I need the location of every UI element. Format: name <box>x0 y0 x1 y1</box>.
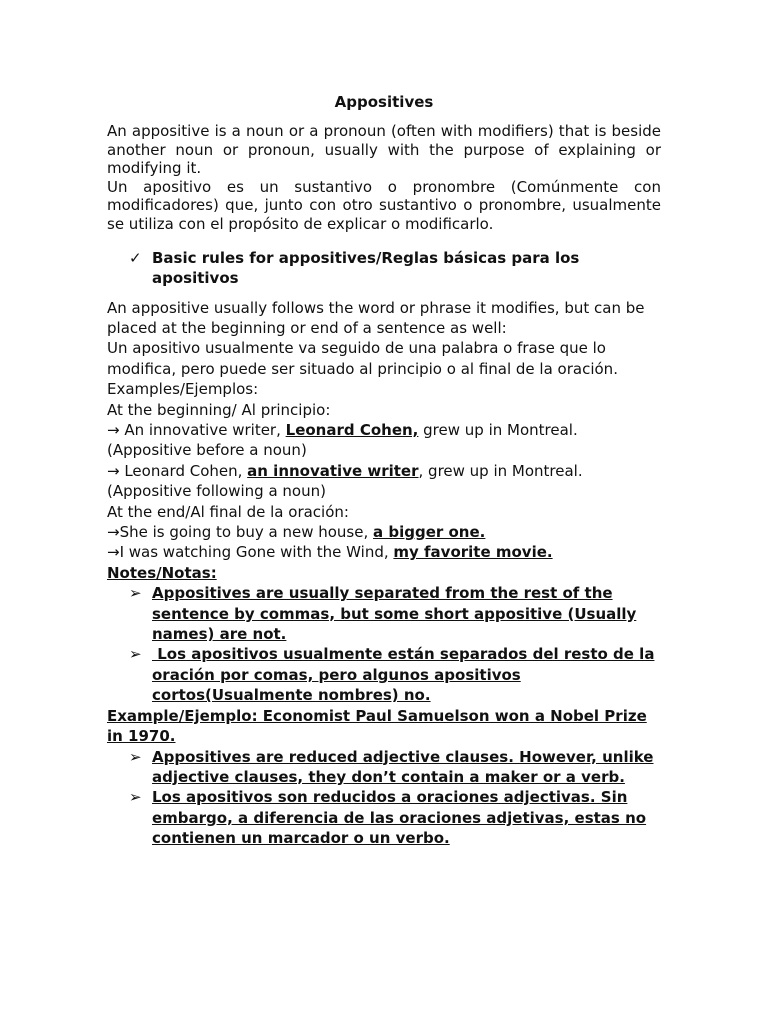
intro-es-line: Un apositivo es un sustantivo o pronombre (Comúnmente con <box>107 177 661 196</box>
body-line: modifica, pero puede ser situado al principio o al final de la oración. <box>107 359 618 378</box>
note-line: embargo, a diferencia de las oraciones adjetivas, estas no <box>152 808 647 827</box>
appositive-highlight: Leonard Cohen, <box>285 421 419 439</box>
example-text: grew up in Montreal. <box>418 421 578 439</box>
body-line: placed at the beginning or end of a sentence as well: <box>107 318 507 337</box>
rules-heading-line: Basic rules for appositives/Reglas básicas para los <box>152 248 580 267</box>
example-line <box>107 461 661 481</box>
body-line: Un apositivo usualmente va seguido de una palabra o frase que lo <box>107 339 606 358</box>
example-text: →She is going to buy a new house, <box>107 523 374 542</box>
intro-spanish <box>107 178 661 234</box>
body-line: Examples/Ejemplos: <box>107 380 259 399</box>
page-title: Appositives <box>334 93 434 111</box>
body-line: (Appositive following a noun) <box>107 482 326 501</box>
note-item <box>107 747 661 788</box>
note-line: adjective clauses, they don’t contain a maker or a verb. <box>152 767 625 786</box>
note-line: Los apositivos usualmente están separados del resto de la <box>152 645 655 664</box>
example-text: → Leonard Cohen, <box>107 461 248 480</box>
example-text: , grew up in Montreal. <box>418 461 583 480</box>
document-page <box>107 90 661 849</box>
note-item <box>107 644 661 705</box>
arrowhead-bullet-icon: ➢ <box>129 584 142 603</box>
body-line: An appositive usually follows the word or phrase it modifies, but can be <box>107 298 645 317</box>
appositive-highlight: my favorite movie. <box>393 543 553 562</box>
example-line <box>107 522 661 542</box>
note-line: Los apositivos son reducidos a oraciones adjectivas. Sin <box>152 788 628 807</box>
rules-body <box>107 298 661 563</box>
rules-heading <box>107 248 661 288</box>
note-item <box>107 583 661 644</box>
appositive-highlight: a bigger one. <box>373 523 486 542</box>
intro-en-line: another noun or pronoun, usually with the purpose of explaining or <box>107 140 661 159</box>
body-line: At the beginning/ Al principio: <box>107 400 331 419</box>
example-label: Example/Ejemplo: Economist Paul Samuelson won a Nobel Prize <box>107 706 647 725</box>
notes-label: Notes/Notas: <box>107 563 217 582</box>
appositive-highlight: an innovative writer <box>247 461 419 480</box>
note-line: sentence by commas, but some short appositive (Usually <box>152 604 637 623</box>
example-text: →I was watching Gone with the Wind, <box>107 543 394 562</box>
example-text: → An innovative writer, <box>107 421 286 439</box>
note-line: Appositives are reduced adjective clauses. However, unlike <box>152 747 654 766</box>
example-line <box>107 542 661 562</box>
intro-en-line: modifying it. <box>107 159 202 178</box>
intro-en-line: An appositive is a noun or a pronoun (often with modifiers) that is beside <box>107 122 661 140</box>
note-line: oración por comas, pero algunos apositivos <box>152 665 521 684</box>
note-line: names) are not. <box>152 625 287 644</box>
arrowhead-bullet-icon: ➢ <box>129 747 142 766</box>
example-label: in 1970. <box>107 727 176 746</box>
note-line: contienen un marcador o un verbo. <box>152 829 450 848</box>
intro-es-line: modificadores) que, junto con otro sustantivo o pronombre, usualmente <box>107 196 661 215</box>
arrowhead-bullet-icon: ➢ <box>129 645 142 664</box>
note-line: Appositives are usually separated from the rest of the <box>152 584 613 603</box>
note-item <box>107 787 661 848</box>
checkmark-icon: ✓ <box>129 248 142 267</box>
body-line: At the end/Al final de la oración: <box>107 502 349 521</box>
body-line: (Appositive before a noun) <box>107 441 307 460</box>
rules-heading-line: apositivos <box>152 268 239 287</box>
example-line <box>107 420 661 440</box>
arrowhead-bullet-icon: ➢ <box>129 788 142 807</box>
intro-english <box>107 122 661 178</box>
intro-es-line: se utiliza con el propósito de explicar o modificarlo. <box>107 214 494 233</box>
note-line: cortos(Usualmente nombres) no. <box>152 686 431 705</box>
